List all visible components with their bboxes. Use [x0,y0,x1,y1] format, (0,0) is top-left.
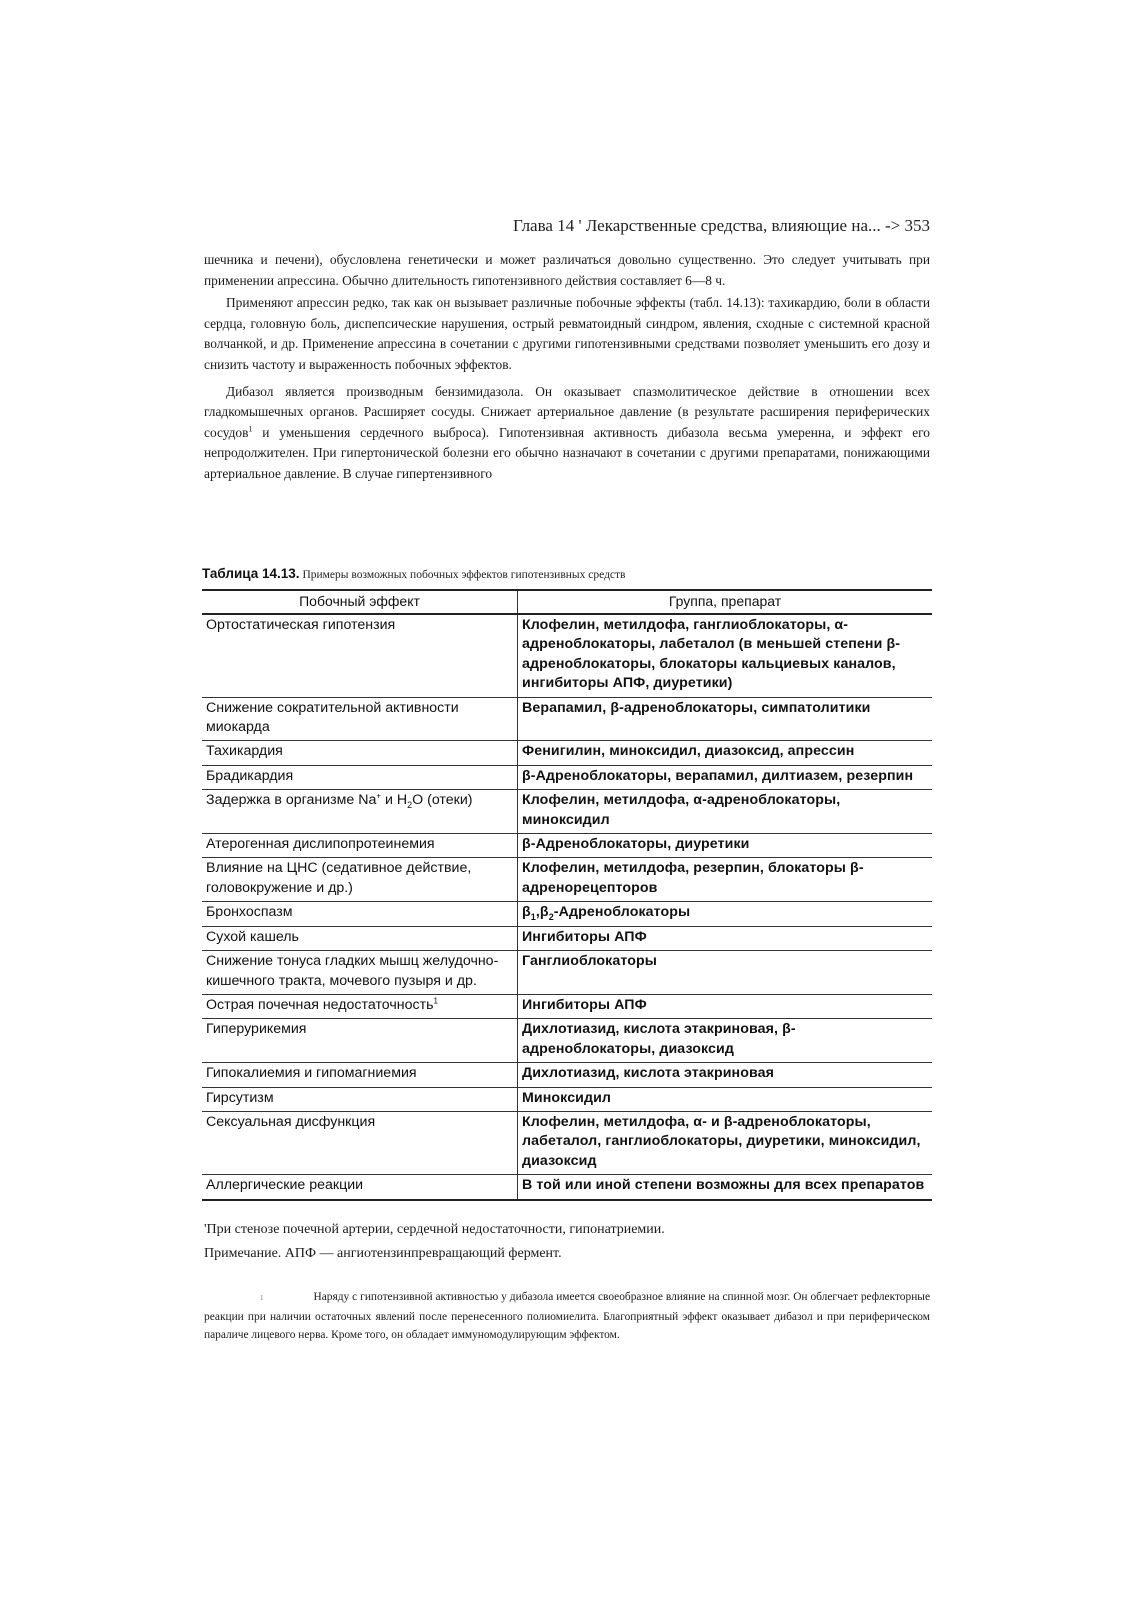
effect-text: Острая почечная недостаточность [206,996,434,1013]
column-header-effect: Побочный эффект [202,590,518,614]
effect-superscript: 1 [433,996,438,1006]
footnote-ref: 1 [248,424,253,434]
table-row [202,741,932,765]
effect-cell: Аллергические реакции [202,1175,518,1200]
effect-cell: Сухой кашель [202,926,518,950]
drug-text-a: β [522,904,531,921]
effect-cell: Снижение тонуса гладких мышц желудочно-кишечного тракта, мочевого пузыря и др. [202,951,518,995]
table-row [202,834,932,858]
effect-cell: Снижение сократительной активности миокарда [202,697,518,741]
effect-cell: Бронхоспазм [202,902,518,926]
table-row [202,951,932,995]
table-row [202,1019,932,1063]
drug-cell: Миноксидил [518,1087,933,1111]
effect-cell: Тахикардия [202,741,518,765]
footnote-text: Наряду с гипотензивной активностью у дибазола имеется своеобразное влияние на спинной мозг. Он облегчает рефлекторные реакции при наличии остаточных явлений после перенесенного полиомиелита. Благоприятный эффект оказывает дибазол и при периферическом параличе лицевого нерва. Кроме того, он обладает иммуномодулирующим эффектом. [204,1291,930,1342]
table-row [202,1175,932,1200]
table-caption-label: Таблица 14.13. [202,566,300,581]
effect-cell [202,790,518,834]
effect-cell: Гирсутизм [202,1087,518,1111]
running-head: Глава 14 ' Лекарственные средства, влияющие на... -> 353 [513,216,930,235]
table-footnote: 'При стенозе почечной артерии, сердечной недостаточности, гипонатриемии. [204,1222,665,1237]
table-caption [202,566,932,581]
drug-cell: β-Адреноблокаторы, верапамил, дилтиазем, резерпин [518,765,933,789]
table-row [202,1087,932,1111]
table-note-abbreviation: Примечание. АПФ — ангиотензинпревращающий фермент. [204,1246,562,1261]
drug-cell: Ганглиоблокаторы [518,951,933,995]
effect-cell: Влияние на ЦНС (седативное действие, головокружение и др.) [202,858,518,902]
effect-text-c: O (отеки) [412,792,473,809]
drug-cell: В той или иной степени возможны для всех препаратов [518,1175,933,1200]
effect-cell: Сексуальная дисфункция [202,1111,518,1174]
table-row [202,765,932,789]
drug-cell: Клофелин, метилдофа, резерпин, блокаторы β-адренорецепторов [518,858,933,902]
drug-text-b: ,β [535,904,549,921]
table-row [202,614,932,697]
table-header-row [202,590,932,614]
paragraph-1: шечника и печени), обусловлена генетически и может различаться довольно существенно. Это следует учитывать при применении апрессина. Обычно длительность гипотензивного действия составляет 6—8 ч. [204,252,930,288]
table-row [202,902,932,926]
effect-cell [202,994,518,1018]
effect-cell: Ортостатическая гипотензия [202,614,518,697]
effect-cell: Брадикардия [202,765,518,789]
drug-cell: Дихлотиазид, кислота этакриновая, β-адреноблокаторы, диазоксид [518,1019,933,1063]
drug-text-c: -Адреноблокаторы [553,904,691,921]
drug-cell: Дихлотиазид, кислота этакриновая [518,1063,933,1087]
drug-cell [518,902,933,926]
drug-cell: Клофелин, метилдофа, α- и β-адреноблокаторы, лабеталол, ганглиоблокаторы, диуретики, миноксидил, диазоксид [518,1111,933,1174]
drug-cell: Фенигилин, миноксидил, диазоксид, апрессин [518,741,933,765]
paragraph-3 [204,382,930,485]
side-effects-table [202,589,932,1201]
table-row [202,1063,932,1087]
page-footnote [204,1288,930,1345]
effect-cell: Гипокалиемия и гипомагниемия [202,1063,518,1087]
table-row [202,697,932,741]
drug-cell: Клофелин, метилдофа, α-адреноблокаторы, миноксидил [518,790,933,834]
drug-cell: Клофелин, метилдофа, ганглиоблокаторы, α-адреноблокаторы, лабеталол (в меньшей степени β-адреноблокаторы, блокаторы кальциевых каналов, ингибиторы АПФ, диуретики) [518,614,933,697]
table-notes [204,1218,930,1266]
footnote-marker: 1 [260,1294,264,1302]
table-row [202,926,932,950]
drug-cell: Ингибиторы АПФ [518,994,933,1018]
paragraph-3-part-b: и уменьшения сердечного выброса). Гипотензивная активность дибазола весьма умеренна, и эффект его непродолжителен. При гипертонической болезни его обычно назначают в сочетании с другими препаратами, понижающими артериальное давление. В случае гипертензивного [204,424,930,481]
effect-cell: Атерогенная дислипопротеинемия [202,834,518,858]
effect-cell: Гиперурикемия [202,1019,518,1063]
column-header-drug: Группа, препарат [518,590,933,614]
drug-cell: Верапамил, β-адреноблокаторы, симпатолитики [518,697,933,741]
paragraph-2: Применяют апрессин редко, так как он вызывает различные побочные эффекты (табл. 14.13): тахикардию, боли в области сердца, головную боль, диспепсические нарушения, острый ревматоидный синдром, явления, сходные с системной красной волчанкой, и др. Применение апрессина в сочетании с другими гипотензивными средствами позволяет уменьшить его дозу и снизить частоту и выраженность побочных эффектов. [204,295,930,372]
footnote-paragraph [204,1288,930,1345]
body-text [204,250,930,485]
drug-subscript-2: 2 [548,912,554,923]
paragraph-3-part-a: Дибазол является производным бензимидазола. Он оказывает спазмолитическое действие в отношении всех гладкомышечных органов. Расширяет сосуды. Снижает артериальное давление (в результате расширения периферических сосудов [204,383,930,440]
table-row [202,790,932,834]
drug-subscript-1: 1 [530,912,536,923]
effect-subscript: 2 [407,800,413,811]
effect-text-a: Задержка в организме Na [206,792,377,809]
table-row [202,994,932,1018]
table-row [202,858,932,902]
drug-cell: β-Адреноблокаторы, диуретики [518,834,933,858]
effect-superscript: + [376,791,382,801]
drug-cell: Ингибиторы АПФ [518,926,933,950]
table-row [202,1111,932,1174]
effect-text-b: и H [381,792,408,809]
table-caption-text: Примеры возможных побочных эффектов гипотензивных средств [299,569,626,581]
